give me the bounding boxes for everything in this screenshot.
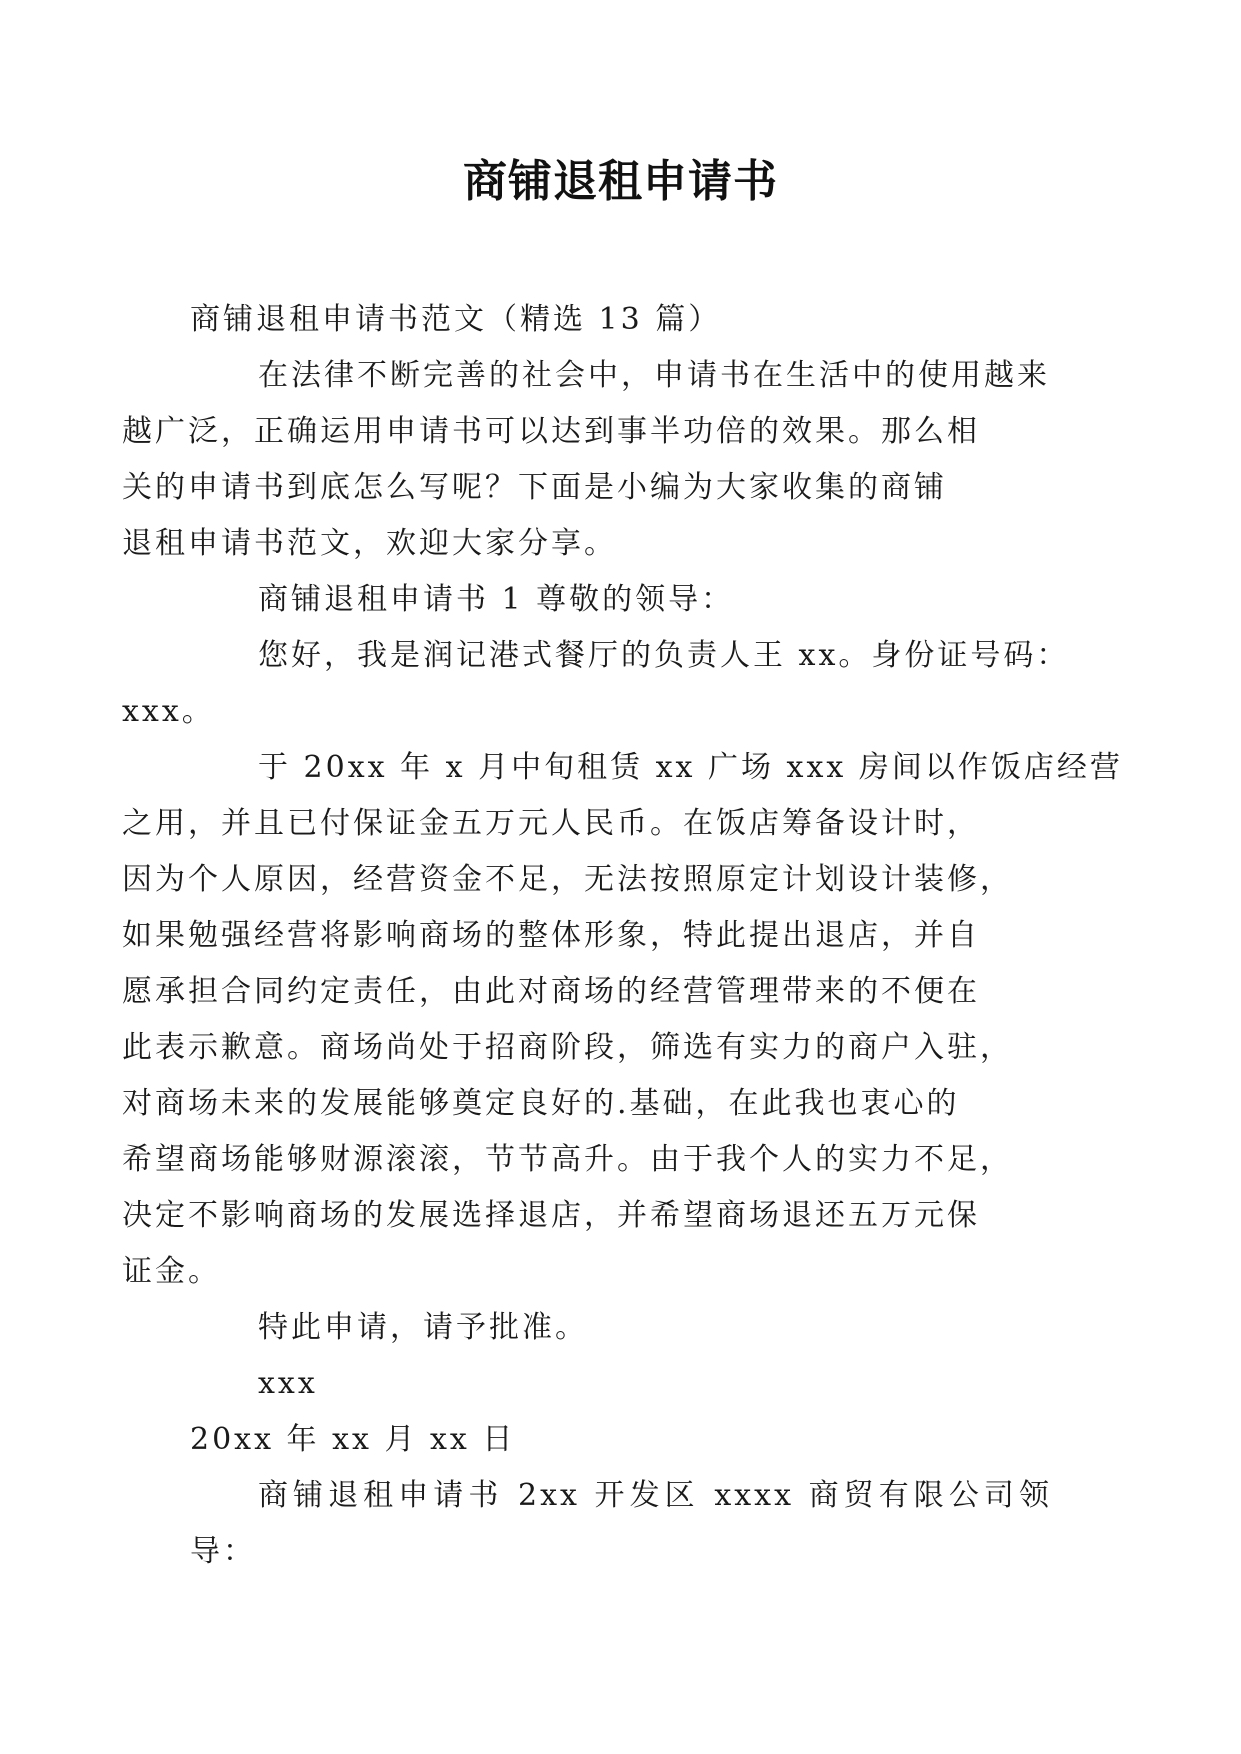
- greeting-paragraph: [122, 628, 1070, 740]
- main-line: 对商场未来的发展能够奠定良好的.基础，在此我也衷心的: [122, 1086, 960, 1121]
- main-line: 希望商场能够财源滚滚，节节高升。由于我个人的实力不足，: [122, 1142, 1013, 1177]
- main-line: 愿承担合同约定责任，由此对商场的经营管理带来的不便在: [122, 974, 980, 1009]
- section-heading-1: 商铺退租申请书 1 尊敬的领导：: [258, 582, 735, 617]
- intro-line: 关的申请书到底怎么写呢？下面是小编为大家收集的商铺: [122, 470, 947, 505]
- main-line: 如果勉强经营将影响商场的整体形象，特此提出退店，并自: [122, 918, 980, 953]
- intro-paragraph: [122, 348, 1052, 572]
- intro-line: 退租申请书范文，欢迎大家分享。: [122, 526, 617, 561]
- closing-line: 特此申请，请予批准。: [258, 1310, 588, 1345]
- greeting-line: 您好，我是润记港式餐厅的负责人王 xx。身份证号码：: [258, 638, 1070, 673]
- subtitle: 商铺退租申请书范文（精选 13 篇）: [190, 302, 722, 337]
- page-title: 商铺退租申请书: [463, 156, 778, 207]
- date-line: 20xx 年 xx 月 xx 日: [190, 1422, 516, 1457]
- main-line: 之用，并且已付保证金五万元人民币。在饭店筹备设计时，: [122, 806, 980, 841]
- section-heading-2: 商铺退租申请书 2xx 开发区 xxxx 商贸有限公司领导：: [190, 1478, 1052, 1569]
- main-line: 因为个人原因，经营资金不足，无法按照原定计划设计装修，: [122, 862, 1013, 897]
- intro-line: 越广泛，正确运用申请书可以达到事半功倍的效果。那么相: [122, 414, 980, 449]
- greeting-line: xxx。: [122, 694, 215, 729]
- main-line: 此表示歉意。商场尚处于招商阶段，筛选有实力的商户入驻，: [122, 1030, 1013, 1065]
- main-line: 证金。: [122, 1254, 221, 1289]
- document-body: [122, 292, 1123, 1580]
- main-line: 决定不影响商场的发展选择退店，并希望商场退还五万元保: [122, 1198, 980, 1233]
- intro-line: 在法律不断完善的社会中，申请书在生活中的使用越来: [258, 358, 1050, 393]
- main-line: 于 20xx 年 x 月中旬租赁 xx 广场 xxx 房间以作饭店经营: [258, 750, 1123, 785]
- main-paragraph: [122, 740, 1123, 1300]
- signature: xxx: [258, 1366, 318, 1401]
